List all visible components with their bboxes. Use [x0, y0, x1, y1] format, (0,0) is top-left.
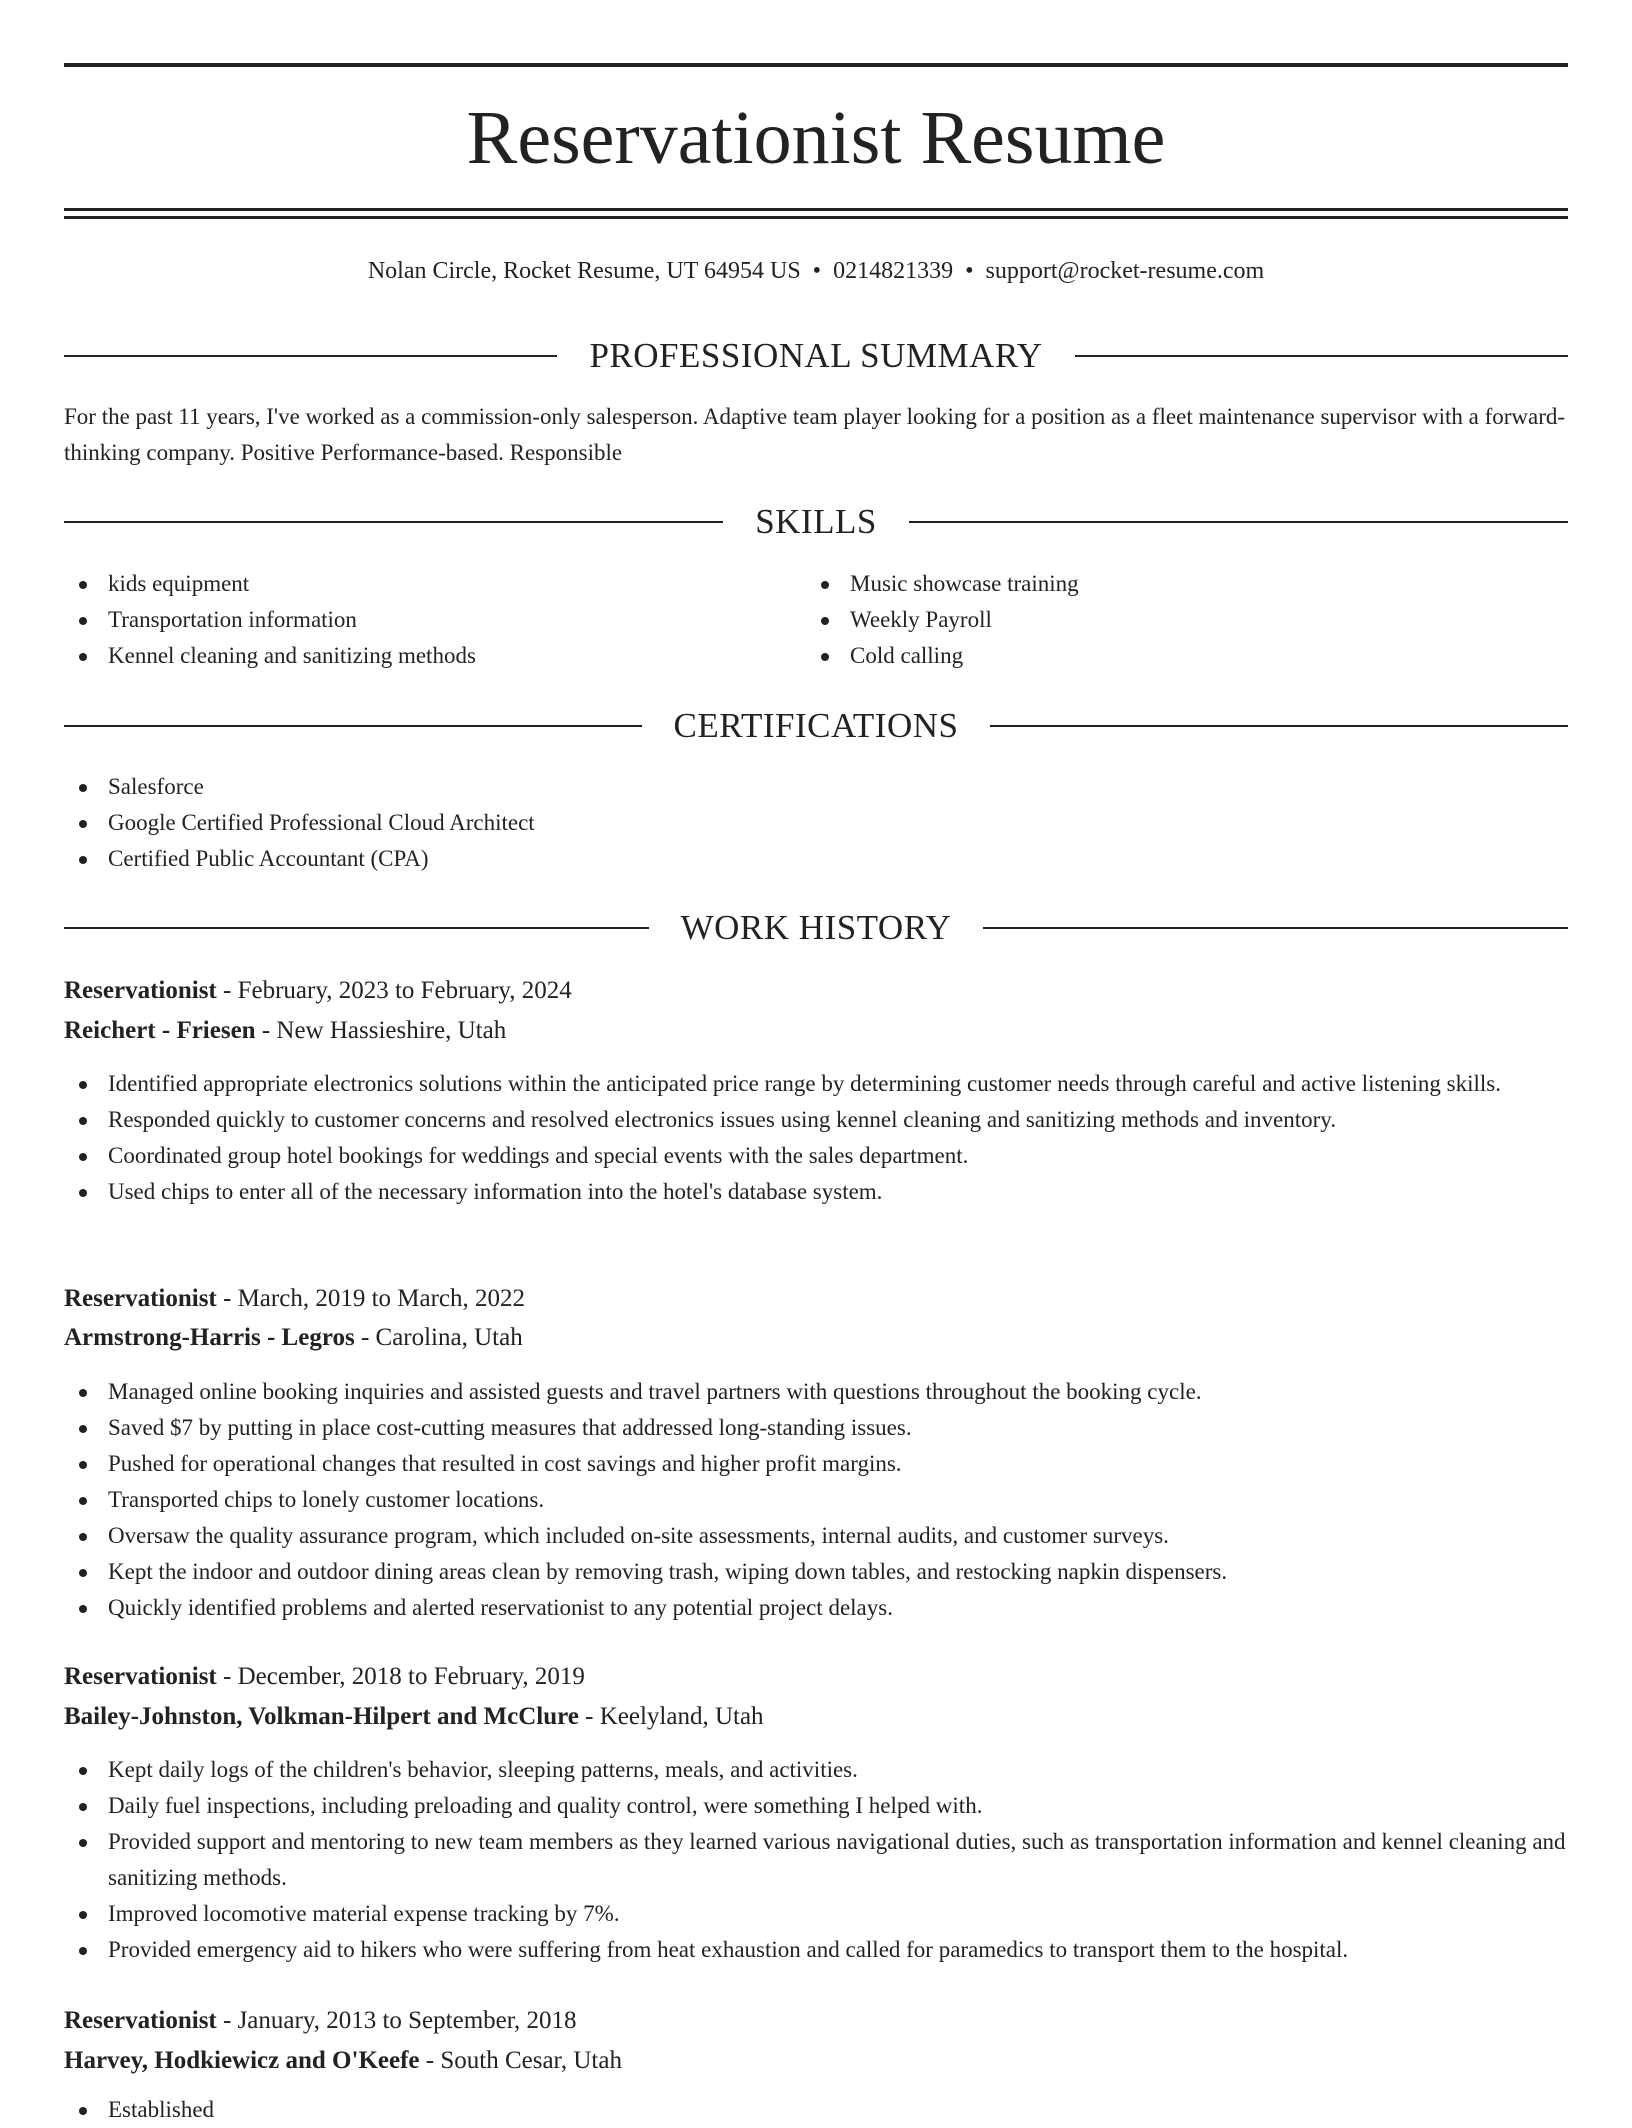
job-bullets	[64, 1066, 1568, 1210]
job-bullets	[64, 2092, 1568, 2128]
resume-title: Reservationist Resume	[466, 96, 1166, 180]
certifications-list	[64, 769, 1568, 877]
job-dates: March, 2019 to March, 2022	[237, 1285, 526, 1312]
heading-rule-right	[1075, 355, 1568, 357]
job-company: Armstrong-Harris - Legros	[64, 1324, 355, 1351]
job-bullet: Used chips to enter all of the necessary information into the hotel's database system.	[64, 1174, 1568, 1210]
job-bullet: Oversaw the quality assurance program, which included on-site assessments, internal audits, and customer surveys.	[64, 1518, 1568, 1554]
job-bullet: Identified appropriate electronics solutions within the anticipated price range by determining customer needs through careful and active listening skills.	[64, 1066, 1568, 1102]
certification-item: Certified Public Accountant (CPA)	[64, 841, 1568, 877]
section-heading-summary	[64, 334, 1568, 378]
section-heading-certifications	[64, 704, 1568, 748]
contact-email: support@rocket-resume.com	[985, 258, 1265, 284]
heading-rule-left	[64, 725, 642, 727]
job-bullet: Quickly identified problems and alerted reservationist to any potential project delays.	[64, 1590, 1568, 1626]
job-dates: January, 2013 to September, 2018	[237, 2007, 577, 2034]
job-location: Carolina, Utah	[375, 1324, 523, 1351]
skill-item: kids equipment	[64, 566, 784, 602]
job-title: Reservationist	[64, 1663, 217, 1690]
job-bullet: Kept daily logs of the children's behavior, sleeping patterns, meals, and activities.	[64, 1752, 1568, 1788]
certification-item: Google Certified Professional Cloud Architect	[64, 805, 1568, 841]
skill-item: Music showcase training	[806, 566, 1526, 602]
job-bullet: Pushed for operational changes that resulted in cost savings and higher profit margins.	[64, 1446, 1568, 1482]
job-location: South Cesar, Utah	[440, 2047, 622, 2074]
title-double-rule-upper	[64, 208, 1568, 211]
job-title-line: Reservationist - March, 2019 to March, 2022	[64, 1285, 526, 1312]
job-bullet: Kept the indoor and outdoor dining areas clean by removing trash, wiping down tables, and restocking napkin dispensers.	[64, 1554, 1568, 1590]
job-bullets	[64, 1374, 1568, 1626]
skills-list-right	[806, 566, 1526, 674]
job-dates: February, 2023 to February, 2024	[237, 977, 572, 1004]
certification-item: Salesforce	[64, 769, 1568, 805]
heading-rule-right	[909, 521, 1568, 523]
section-title: PROFESSIONAL SUMMARY	[589, 336, 1043, 375]
job-bullet: Managed online booking inquiries and assisted guests and travel partners with questions throughout the booking cycle.	[64, 1374, 1568, 1410]
job-dates: December, 2018 to February, 2019	[237, 1663, 585, 1690]
job-company-line: Reichert - Friesen - New Hassieshire, Utah	[64, 1017, 507, 1044]
job-location: New Hassieshire, Utah	[276, 1017, 507, 1044]
job-bullet: Provided support and mentoring to new team members as they learned various navigational duties, such as transportation information and kennel cleaning and sanitizing methods.	[64, 1824, 1568, 1896]
job-bullets	[64, 1752, 1568, 1968]
job-title: Reservationist	[64, 2007, 217, 2034]
section-title: CERTIFICATIONS	[673, 706, 959, 745]
job-title-line: Reservationist - January, 2013 to September, 2018	[64, 2007, 577, 2034]
contact-address: Nolan Circle, Rocket Resume, UT 64954 US	[367, 258, 801, 284]
job-title: Reservationist	[64, 977, 217, 1004]
job-title-line: Reservationist - February, 2023 to February, 2024	[64, 977, 572, 1004]
heading-rule-left	[64, 521, 723, 523]
job-bullet: Saved $7 by putting in place cost-cutting measures that addressed long-standing issues.	[64, 1410, 1568, 1446]
job-company: Bailey-Johnston, Volkman-Hilpert and McClure	[64, 1703, 579, 1730]
job-bullet: Established	[64, 2092, 1568, 2128]
job-title-line: Reservationist - December, 2018 to February, 2019	[64, 1663, 585, 1690]
skill-item: Weekly Payroll	[806, 602, 1526, 638]
job-company-line: Armstrong-Harris - Legros - Carolina, Utah	[64, 1324, 523, 1351]
contact-line	[64, 254, 1568, 288]
skill-item: Cold calling	[806, 638, 1526, 674]
section-title: WORK HISTORY	[680, 908, 952, 947]
title-double-rule-lower	[64, 216, 1568, 219]
job-bullet: Provided emergency aid to hikers who were suffering from heat exhaustion and called for paramedics to transport them to the hospital.	[64, 1932, 1568, 1968]
job-bullet: Improved locomotive material expense tracking by 7%.	[64, 1896, 1568, 1932]
contact-phone: 0214821339	[833, 258, 954, 284]
job-bullet: Transported chips to lonely customer locations.	[64, 1482, 1568, 1518]
contact-separator: •	[812, 258, 822, 284]
heading-rule-right	[983, 927, 1568, 929]
skill-item: Kennel cleaning and sanitizing methods	[64, 638, 784, 674]
heading-rule-left	[64, 927, 649, 929]
job-title: Reservationist	[64, 1285, 217, 1312]
job-location: Keelyland, Utah	[599, 1703, 764, 1730]
summary-text: For the past 11 years, I've worked as a commission-only salesperson. Adaptive team player looking for a position as a fleet maintenance supervisor with a forward-thinking company. Positive Performance-based. Responsible	[64, 404, 1566, 465]
skill-item: Transportation information	[64, 602, 784, 638]
job-bullet: Responded quickly to customer concerns and resolved electronics issues using kennel cleaning and sanitizing methods and inventory.	[64, 1102, 1568, 1138]
skills-list-left	[64, 566, 784, 674]
job-company-line: Bailey-Johnston, Volkman-Hilpert and McClure - Keelyland, Utah	[64, 1703, 764, 1730]
section-heading-work-history	[64, 906, 1568, 950]
heading-rule-right	[990, 725, 1568, 727]
job-bullet: Daily fuel inspections, including preloading and quality control, were something I helped with.	[64, 1788, 1568, 1824]
heading-rule-left	[64, 355, 557, 357]
contact-separator: •	[965, 258, 974, 284]
section-title: SKILLS	[755, 502, 877, 541]
job-company: Reichert - Friesen	[64, 1017, 256, 1044]
section-heading-skills	[64, 500, 1568, 544]
job-company: Harvey, Hodkiewicz and O'Keefe	[64, 2047, 420, 2074]
top-rule	[64, 63, 1568, 67]
job-company-line: Harvey, Hodkiewicz and O'Keefe - South Cesar, Utah	[64, 2047, 622, 2074]
job-bullet: Coordinated group hotel bookings for weddings and special events with the sales department.	[64, 1138, 1568, 1174]
